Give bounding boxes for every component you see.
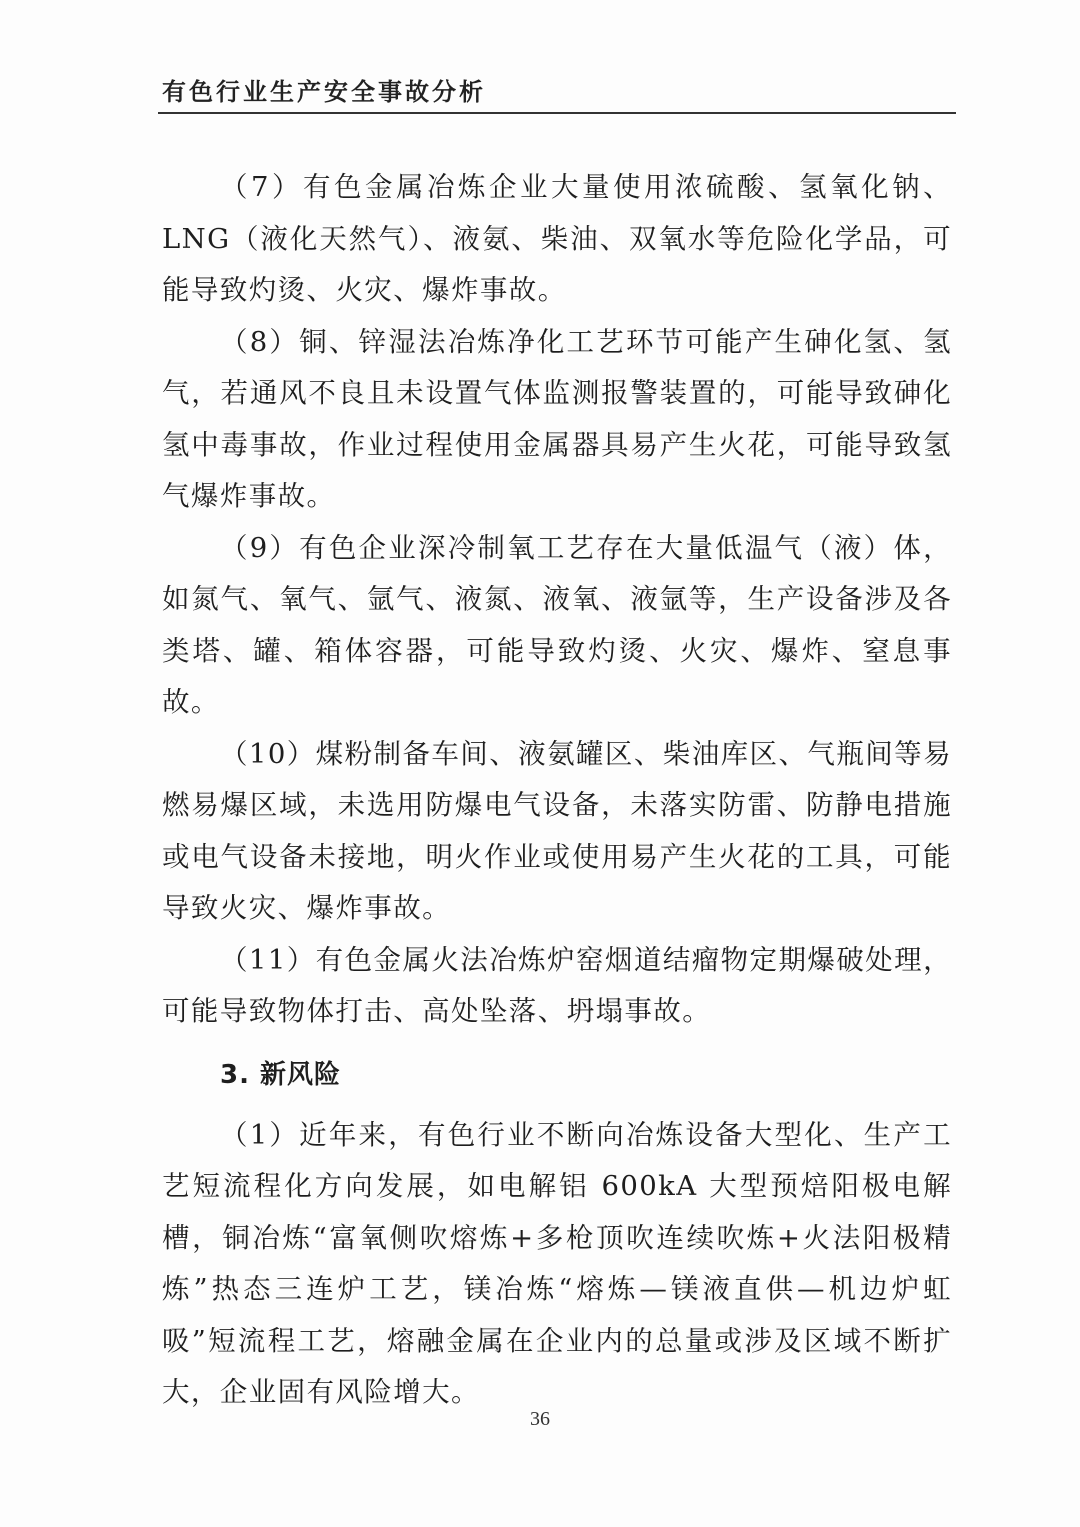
paragraph-11: （11）有色金属火法冶炼炉窑烟道结瘤物定期爆破处理，可能导致物体打击、高处坠落、坍塌事故。 xyxy=(162,943,952,1027)
header-rule xyxy=(158,112,956,114)
paragraph-8: （8）铜、锌湿法冶炼净化工艺环节可能产生砷化氢、氢气，若通风不良且未设置气体监测报警装置的，可能导致砷化氢中毒事故，作业过程使用金属器具易产生火花，可能导致氢气爆炸事故。 xyxy=(162,325,952,512)
paragraph-9: （9）有色企业深冷制氧工艺存在大量低温气（液）体，如氮气、氧气、氩气、液氮、液氧、液氩等，生产设备涉及各类塔、罐、箱体容器，可能导致灼烫、火灾、爆炸、窒息事故。 xyxy=(162,531,952,718)
body-text xyxy=(162,162,952,1419)
paragraph-new-risk-1: （1）近年来，有色行业不断向冶炼设备大型化、生产工艺短流程化方向发展，如电解铝 600kA 大型预焙阳极电解槽，铜冶炼“富氧侧吹熔炼+多枪顶吹连续吹炼+火法阳极精炼”热态三连炉工艺，镁冶炼“熔炼—镁液直供—机边炉虹吸”短流程工艺，熔融金属在企业内的总量或涉及区域不断扩大，企业固有风险增大。 xyxy=(162,1118,952,1408)
page-number: 36 xyxy=(530,1408,550,1430)
paragraph-10: （10）煤粉制备车间、液氨罐区、柴油库区、气瓶间等易燃易爆区域，未选用防爆电气设备，未落实防雷、防静电措施或电气设备未接地，明火作业或使用易产生火花的工具，可能导致火灾、爆炸事故。 xyxy=(162,737,952,924)
paragraph-7: （7）有色金属冶炼企业大量使用浓硫酸、氢氧化钠、LNG（液化天然气）、液氨、柴油、双氧水等危险化学品，可能导致灼烫、火灾、爆炸事故。 xyxy=(162,171,952,306)
running-header: 有色行业生产安全事故分析 xyxy=(162,78,486,106)
section-heading-new-risk: 3. 新风险 xyxy=(220,1059,342,1090)
